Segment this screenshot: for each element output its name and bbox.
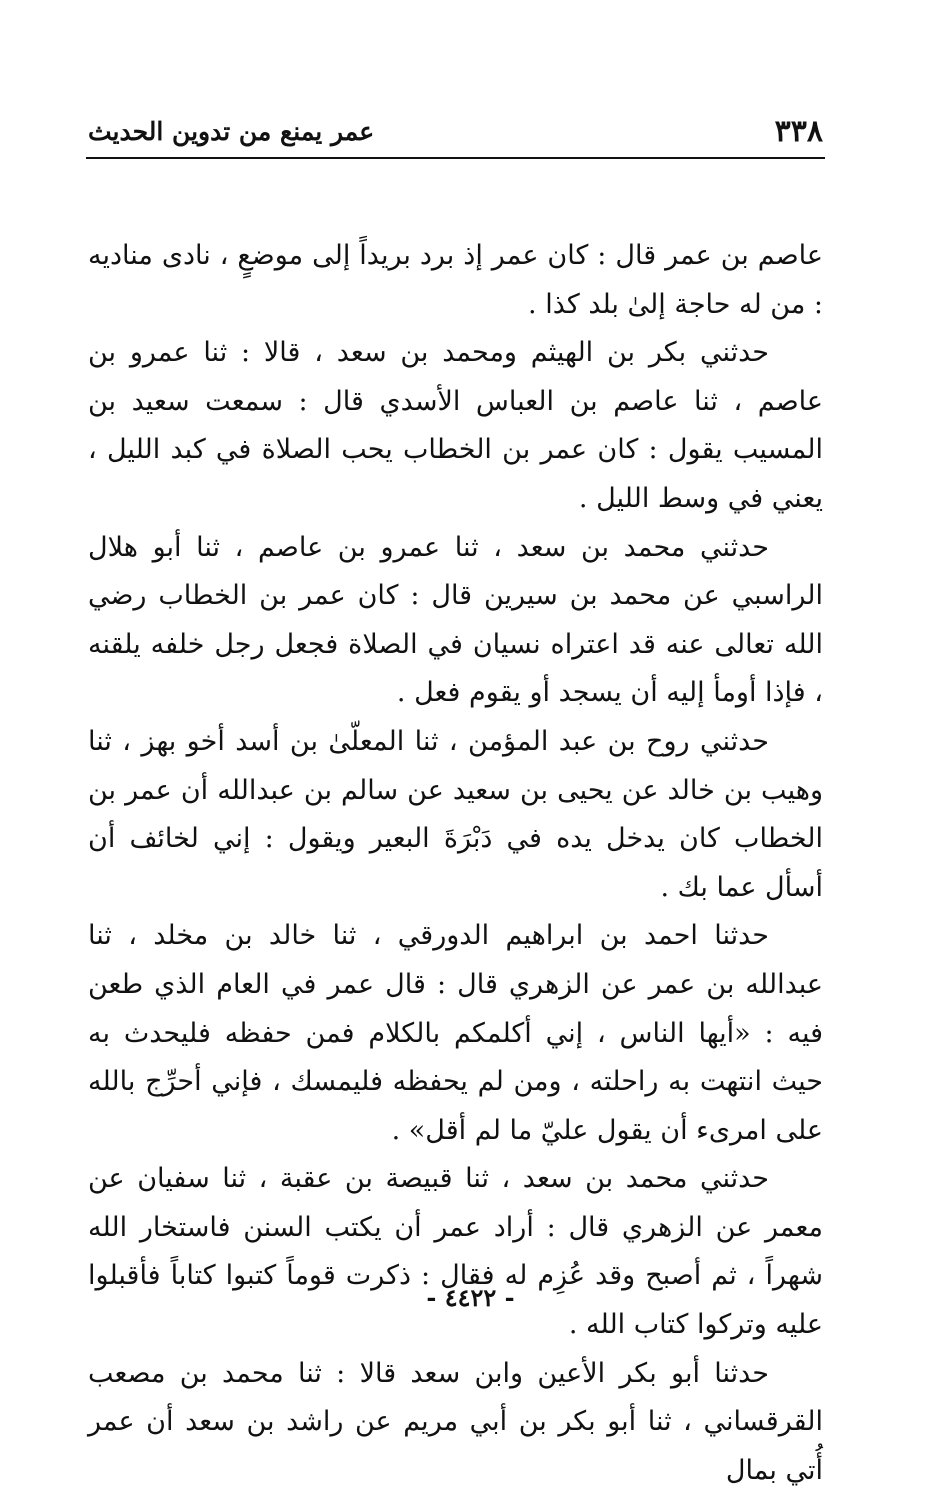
paragraph-3: حدثني محمد بن سعد ، ثنا عمرو بن عاصم ، ثنا أبو هلال الراسبي عن محمد بن سيرين قال : كان عمر بن الخطاب رضي الله تعالى عنه قد اعتراه نسيان في الصلاة فجعل رجل خلفه يلقنه ، فإذا أومأ إليه أن يسجد أو يقوم فعل . [88,531,823,709]
page-number: ٣٣٨ [774,114,823,149]
running-title: عمر يمنع من تدوين الحديث [88,117,375,146]
page-footer [0,1278,941,1318]
paragraph-5: حدثنا احمد بن ابراهيم الدورقي ، ثنا خالد بن مخلد ، ثنا عبدالله بن عمر عن الزهري قال : قال عمر في العام الذي طعن فيه : «أيها الناس ، إني أكلمكم بالكلام فمن حفظه فليحدث به حيث انتهت به راحلته ، ومن لم يحفظه فليمسك ، فإني أحرِّج بالله على امرىء أن يقول عليّ ما لم أقل» . [88,920,823,1146]
paragraph-7: حدثنا أبو بكر الأعين وابن سعد قالا : ثنا محمد بن مصعب القرقساني ، ثنا أبو بكر بن أبي مريم عن راشد بن سعد أن عمر أُتي بمال [88,1357,823,1486]
footer-page-marker: - ٤٤٢٢ - [426,1283,515,1312]
paragraph-4: حدثني روح بن عبد المؤمن ، ثنا المعلّىٰ بن أسد أخو بهز ، ثنا وهيب بن خالد عن يحيى بن سعيد عن سالم بن عبدالله أن عمر بن الخطاب كان يدخل يده في دَبْرَةَ البعير ويقول : إني لخائف أن أسأل عما بك . [88,725,823,903]
paragraph-1: عاصم بن عمر قال : كان عمر إذ برد بريداً إلى موضعٍ ، نادى مناديه : من له حاجة إلىٰ بلد كذا . [88,240,823,320]
header-rule [86,157,825,159]
page-header [88,112,823,156]
paragraph-6: حدثني محمد بن سعد ، ثنا قبيصة بن عقبة ، ثنا سفيان عن معمر عن الزهري قال : أراد عمر أن يكتب السنن فاستخار الله شهراً ، ثم أصبح وقد عُزِم له فقال : ذكرت قوماً كتبوا كتاباً فأقبلوا عليه وتركوا كتاب الله . [88,1163,823,1341]
paragraph-2: حدثني بكر بن الهيثم ومحمد بن سعد ، قالا : ثنا عمرو بن عاصم ، ثنا عاصم بن العباس الأسدي قال : سمعت سعيد بن المسيب يقول : كان عمر بن الخطاب يحب الصلاة في كبد الليل ، يعني في وسط الليل . [88,337,823,514]
